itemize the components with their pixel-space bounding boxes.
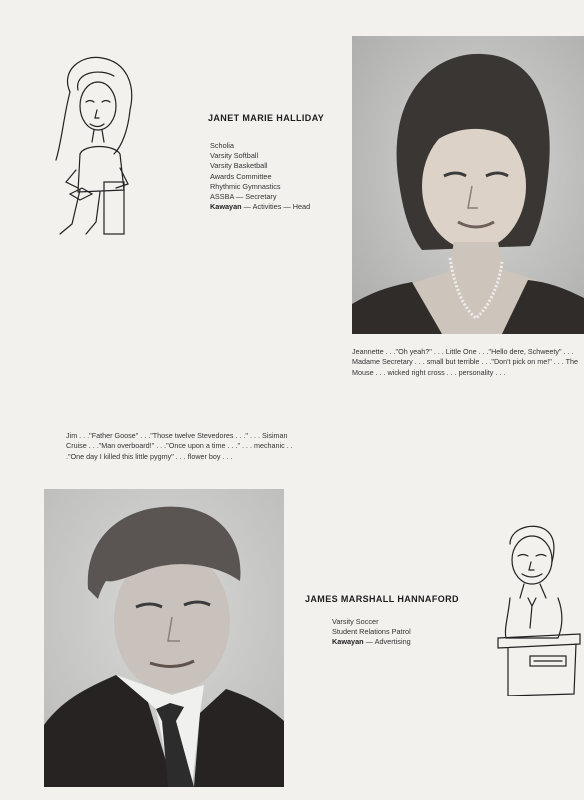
portrait-photo-janet [352, 36, 584, 334]
portrait-photo-james [44, 489, 284, 787]
activity-item [210, 202, 310, 212]
student-name: JANET MARIE HALLIDAY [208, 113, 325, 123]
activity-organization: Kawayan [332, 637, 364, 647]
activity-item: Varsity Basketball [210, 161, 268, 171]
activity-item: Varsity Soccer [332, 617, 379, 626]
caricature-janet [40, 50, 152, 240]
activity-item: Varsity Softball [210, 151, 259, 161]
student-blurb: Jim . . ."Father Goose" . . ."Those twelve Stevedores . . ." . . . Sisiman Cruise . . ."Man overboard!" . . ."Once upon a time . . ." . . . mechanic . . ."One day I killed this little pygmy" . . . flower boy . . . [66, 431, 293, 461]
activity-item [332, 637, 411, 647]
caricature-james [488, 518, 584, 696]
activity-item: ASSBA — Secretary [210, 192, 277, 202]
student-blurb: Jeannette . . ."Oh yeah?" . . . Little One . . ."Hello dere, Schweety" . . . Madame Secretary . . . small but terrible . . ."Don't pick on me!" . . . The Mouse . . . wicked right cross . . . personality . . . [352, 347, 579, 377]
activity-role: — Advertising [363, 637, 411, 647]
activity-role: — Activities — Head [241, 202, 311, 212]
activity-item: Rhythmic Gymnastics [210, 181, 281, 191]
activity-item: Scholia [210, 141, 234, 150]
activity-item: Student Relations Patrol [332, 627, 411, 637]
activity-organization: Kawayan [210, 202, 242, 212]
activities-list [210, 141, 310, 212]
activities-list [332, 617, 411, 648]
student-name: JAMES MARSHALL HANNAFORD [305, 594, 459, 604]
activity-item: Awards Committee [210, 171, 272, 181]
